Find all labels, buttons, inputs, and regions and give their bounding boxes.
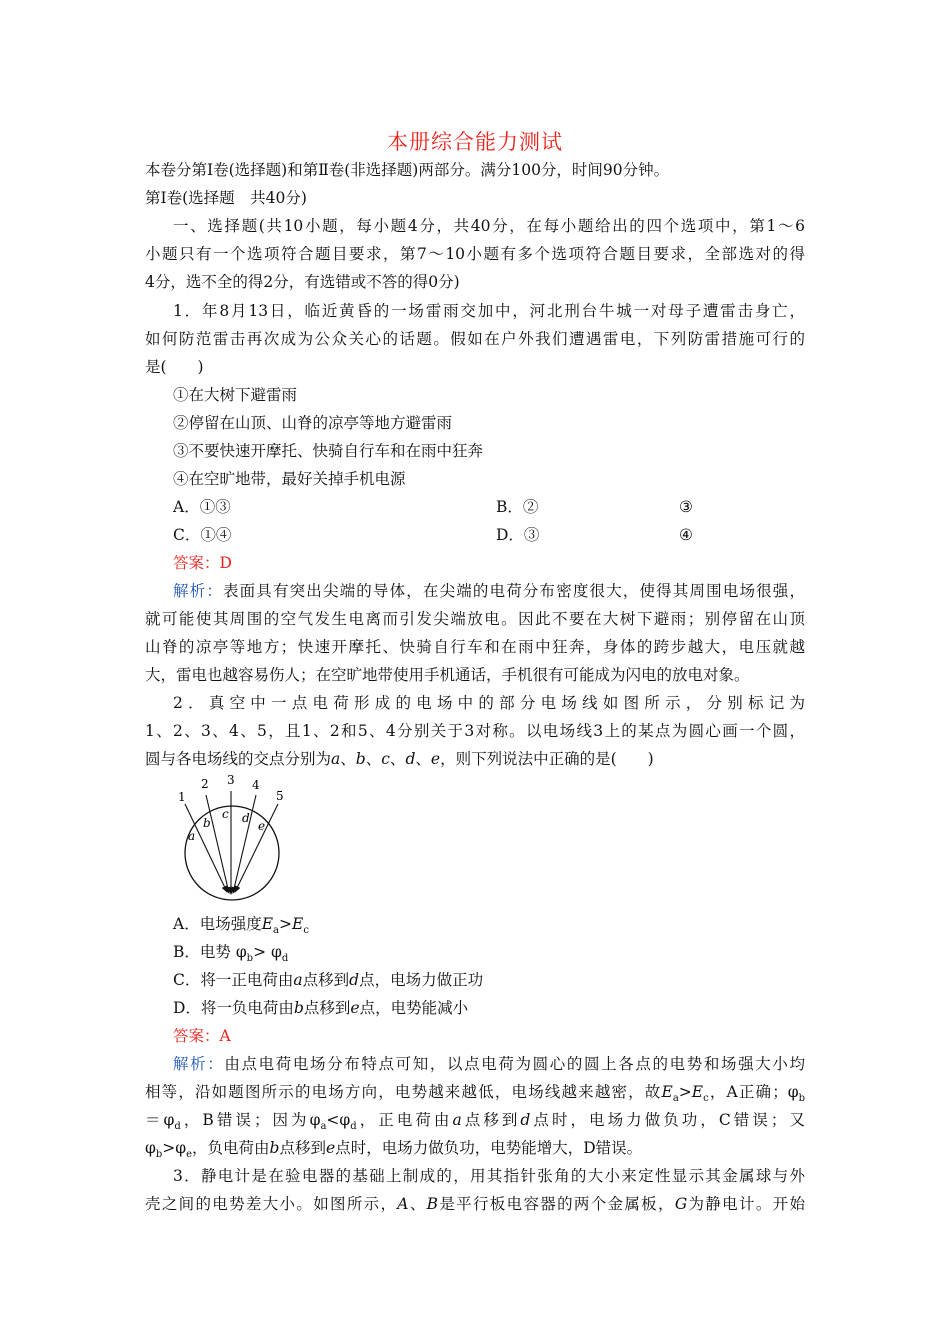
q2-stem-line: 圆与各电场线的交点分别为a、b、c、d、e，则下列说法中正确的是( ): [145, 750, 654, 768]
q1-stem-line: 是( ): [145, 358, 204, 376]
q2-stem-line: 2．真空中一点电荷形成的电场中的部分电场线如图所示，分别标记为: [173, 694, 805, 712]
q1-analysis-line: 山脊的凉亭等地方；快速开摩托、快骑自行车和在雨中狂奔，身体的跨步越大，电压就越: [145, 638, 805, 656]
part1-header: 第Ⅰ卷(选择题 共40分): [145, 189, 307, 207]
answer-label: 答案：: [173, 1027, 220, 1045]
electric-field-figure: [168, 772, 298, 907]
q1-answer: [173, 553, 232, 573]
label-b: b: [203, 816, 211, 830]
answer-label: 答案：: [173, 554, 220, 572]
q2-option-a: A．电场强度$E_a>E_c$: [173, 915, 309, 937]
q2-option-b: B．电势 $\varphi_b> \varphi_d$: [173, 943, 289, 965]
field-line-4: [233, 795, 256, 893]
label-e: e: [258, 819, 266, 833]
section-instructions-line: 4分，选不全的得2分，有选错或不答的得0分): [145, 273, 460, 291]
q2-stem-line: 1、2、3、4、5，且1、2和5、4分别关于3对称。以电场线3上的某点为圆心画一个圆，: [145, 722, 805, 740]
q3-stem-line: 壳之间的电势差大小。如图所示，A、B是平行板电容器的两个金属板，G为静电计。开始: [145, 1195, 805, 1213]
analysis-text: 表面具有突出尖端的导体，在尖端的电荷分布密度很大，使得其周围电场很强，: [222, 582, 805, 600]
intro-text: 本卷分第Ⅰ卷(选择题)和第Ⅱ卷(非选择题)两部分。满分100分，时间90分钟。: [145, 161, 670, 179]
q2-option-d: D．将一负电荷由b点移到e点，电势能减小: [173, 999, 469, 1017]
q1-item: ③不要快速开摩托、快骑自行车和在雨中狂奔: [173, 442, 484, 460]
label-2: 2: [201, 777, 209, 791]
q3-stem-line: 3．静电计是在验电器的基础上制成的，用其指针张角的大小来定性显示其金属球与外: [173, 1167, 805, 1185]
label-1: 1: [178, 790, 186, 804]
label-d: d: [242, 811, 250, 825]
q1-option-c: C．①④: [173, 526, 232, 544]
q1-option-d: D．③: [496, 526, 540, 544]
label-3: 3: [227, 773, 235, 787]
section-instructions-line: 一、选择题(共10小题，每小题4分，共40分，在每小题给出的四个选项中，第1～6: [173, 217, 805, 235]
q1-item: ④在空旷地带，最好关掉手机电源: [173, 470, 406, 488]
q1-item: ①在大树下避雷雨: [173, 386, 298, 404]
analysis-label: 解析：: [173, 582, 223, 600]
q1-stem-line: 1．年8月13日，临近黄昏的一场雷雨交加中，河北刑台牛城一对母子遭雷击身亡，: [173, 302, 805, 320]
analysis-text: 由点电荷电场分布特点可知，以点电荷为圆心的圆上各点的电势和场强大小均: [224, 1055, 805, 1073]
label-a: a: [188, 829, 196, 843]
q1-item: ②停留在山顶、山脊的凉亭等地方避雷雨: [173, 414, 453, 432]
q1-option-d-extra: ④: [679, 526, 693, 544]
q1-analysis-line: 就可能使其周围的空气发生电离而引发尖端放电。因此不要在大树下避雨；别停留在山顶: [145, 610, 805, 628]
q1-analysis-line: 大，雷电也越容易伤人；在空旷地带使用手机通话，手机很有可能成为闪电的放电对象。: [145, 666, 750, 684]
analysis-label: 解析：: [173, 1055, 225, 1073]
q2-analysis-line: $=\varphi_d$，B错误；因为$\varphi_a<\varphi_d$，正电荷由a点移到d点时，电场力做负功，C错误；又: [145, 1111, 805, 1133]
q2-analysis-line: 相等，沿如题图所示的电场方向，电势越来越低，电场线越来越密，故$E_a>E_c$，A正确；$\varphi_b$: [145, 1083, 805, 1105]
q1-option-b-extra: ③: [679, 498, 693, 516]
q1-option-a: A．①③: [173, 498, 231, 516]
q2-analysis-line: $\varphi_b>\varphi_e$，负电荷由b点移到e点时，电场力做负功，电势能增大，D错误。: [145, 1139, 643, 1161]
label-5: 5: [276, 789, 284, 803]
q2-analysis-line: [173, 1054, 805, 1074]
page-title: 本册综合能力测试: [387, 130, 563, 154]
q2-answer: [173, 1026, 231, 1046]
answer-value: A: [219, 1027, 231, 1045]
q2-option-c: C．将一正电荷由a点移到d点，电场力做正功: [173, 971, 484, 989]
q1-option-b: B．②: [496, 498, 539, 516]
label-4: 4: [252, 778, 260, 792]
q1-stem-line: 如何防范雷击再次成为公众关心的话题。假如在户外我们遭遇雷电，下列防雷措施可行的: [145, 330, 805, 348]
section-instructions-line: 小题只有一个选项符合题目要求，第7～10小题有多个选项符合题目要求，全部选对的得: [145, 245, 805, 263]
q1-analysis-line: [173, 581, 805, 601]
answer-value: D: [219, 554, 232, 572]
label-c: c: [222, 807, 229, 821]
